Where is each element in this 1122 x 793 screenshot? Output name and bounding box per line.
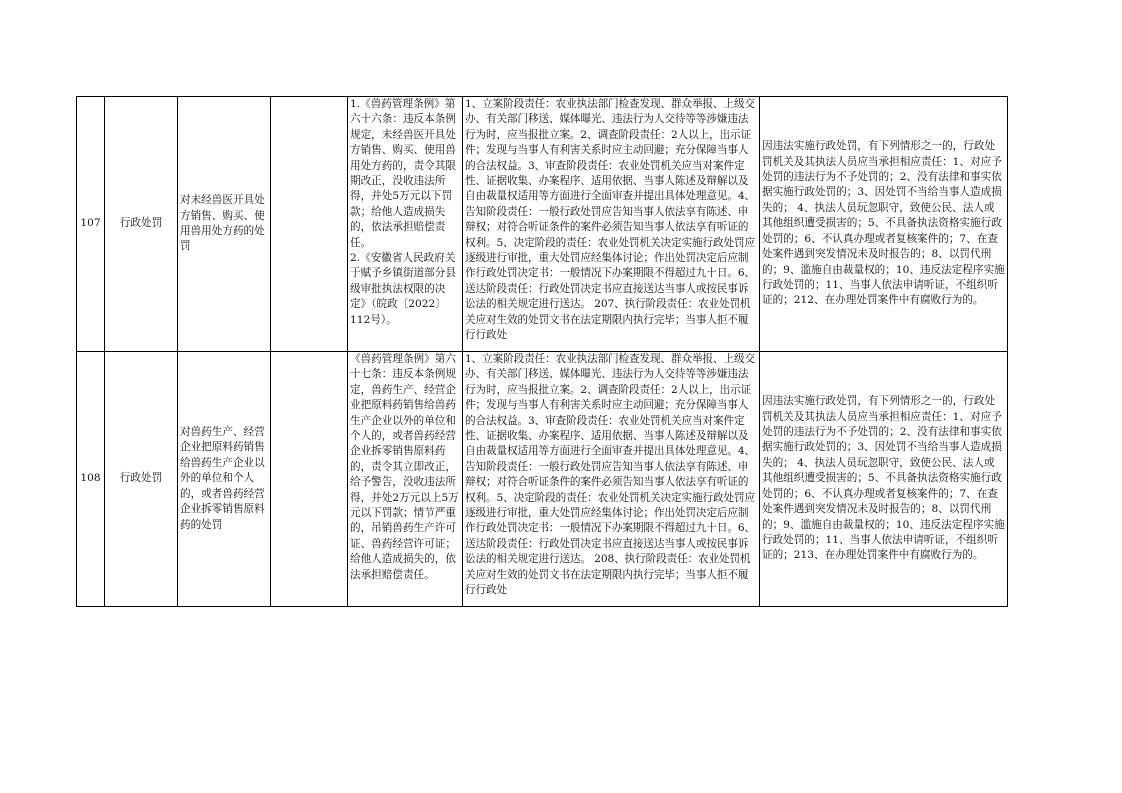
responsibility-text: 1、立案阶段责任：农业执法部门检查发现、群众举报、上级交办、有关部门移送、媒体曝光、违法行为人交待等等涉嫌违法行为时，应当报批立案。2、调查阶段责任：2人以上，出示证件；发现与当事人有利害关系时应主动回避；充分保障当事人的合法权益。3、审查阶段责任：农业处罚机关应当对案件定性、证据收集、办案程序、适用依据、当事人陈述及辩解以及自由裁量权适用等方面进行全面审查并提出具体处理意见。4、告知阶段责任：一般行政处罚应告知当事人依法享有陈述、申辩权；对符合听证条件的案件必须告知当事人依法享有听证的权利。5、决定阶段的责任：农业处罚机关决定实施行政处罚应逐级进行审批，重大处罚应经集体讨论；作出处罚决定后应制作行政处罚决定书：一般情况下办案期限不得超过九十日。6、送达阶段责任：行政处罚决定书应直接送达当事人或按民事诉讼法的相关规定进行送达。 208、执行阶段责任：农业处罚机关应对生效的处罚文书在法定期限内执行完毕；当事人拒不履行行政处 bbox=[465, 353, 755, 597]
responsibility-text: 1、立案阶段责任：农业执法部门检查发现、群众举报、上级交办、有关部门移送、媒体曝光、违法行为人交待等等涉嫌违法行为时，应当报批立案。2、调查阶段责任：2人以上，出示证件；发现与当事人有利害关系时应主动回避；充分保障当事人的合法权益。3、审查阶段责任：农业处罚机关应当对案件定性、证据收集、办案程序、适用依据、当事人陈述及辩解以及自由裁量权适用等方面进行全面审查并提出具体处理意见。4、告知阶段责任：一般行政处罚应告知当事人依法享有陈述、申辩权；对符合听证条件的案件必须告知当事人依法享有听证的权利。5、决定阶段的责任：农业处罚机关决定实施行政处罚应逐级进行审批，重大处罚应经集体讨论；作出处罚决定后应制作行政处罚决定书：一般情况下办案期限不得超过九十日。6、送达阶段责任：行政处罚决定书应直接送达当事人或按民事诉讼法的相关规定进行送达。 207、执行阶段责任：农业处罚机关应对生效的处罚文书在法定期限内执行完毕；当事人拒不履行行政处 bbox=[465, 98, 755, 342]
empty-cell bbox=[271, 352, 348, 607]
legal-basis bbox=[348, 97, 463, 352]
item-number: 107 bbox=[77, 97, 105, 352]
power-list-table bbox=[76, 96, 1008, 607]
power-type: 行政处罚 bbox=[105, 352, 178, 607]
responsibility-items bbox=[463, 352, 760, 607]
power-type: 行政处罚 bbox=[105, 97, 178, 352]
legal-basis-2: 2.《安徽省人民政府关于赋予乡镇街道部分县级审批执法权限的决定》（皖政〔2022〕112号）。 bbox=[350, 252, 456, 326]
accountability: 因违法实施行政处罚，有下列情形之一的，行政处罚机关及其执法人员应当承担相应责任：1、对应予处罚的违法行为不予处罚的；2、没有法律和事实依据实施行政处罚的；3、因处罚不当给当事人造成损失的； 4、执法人员玩忽职守，致使公民、法人或其他组织遭受损害的；5、不具备执法资格实施行政处罚的；6、不认真办理或者复核案件的；7、在查处案件遇到突发情况未及时报告的；8、以罚代刑的；9、滥施自由裁量权的；10、违反法定程序实施行政处罚的；11、当事人依法申请听证，不组织听证的；213、在办理处罚案件中有腐败行为的。 bbox=[760, 352, 1008, 607]
accountability: 因违法实施行政处罚，有下列情形之一的，行政处罚机关及其执法人员应当承担相应责任：1、对应予处罚的违法行为不予处罚的；2、没有法律和事实依据实施行政处罚的；3、因处罚不当给当事人造成损失的； 4、执法人员玩忽职守，致使公民、法人或其他组织遭受损害的；5、不具备执法资格实施行政处罚的；6、不认真办理或者复核案件的；7、在查处案件遇到突发情况未及时报告的；8、以罚代刑的；9、滥施自由裁量权的；10、违反法定程序实施行政处罚的；11、当事人依法申请听证，不组织听证的；212、在办理处罚案件中有腐败行为的。 bbox=[760, 97, 1008, 352]
item-name: 对未经兽医开具处方销售、购买、使用兽用处方药的处罚 bbox=[178, 97, 271, 352]
item-number: 108 bbox=[77, 352, 105, 607]
table-row bbox=[77, 97, 1008, 352]
responsibility-items bbox=[463, 97, 760, 352]
table-row bbox=[77, 352, 1008, 607]
legal-basis bbox=[348, 352, 463, 607]
empty-cell bbox=[271, 97, 348, 352]
legal-basis-1: 1.《兽药管理条例》第六十六条：违反本条例规定，未经兽医开具处方销售、购买、使用兽用处方药的，责令其限期改正，没收违法所得，并处5万元以下罚款；给他人造成损失的，依法承担赔偿责任。 bbox=[350, 98, 456, 249]
legal-basis-1: 《兽药管理条例》第六十七条：违反本条例规定，兽药生产、经营企业把原料药销售给兽药生产企业以外的单位和个人的，或者兽药经营企业拆零销售原料药的，责令其立即改正，给予警告，没收违法所得，并处2万元以上5万元以下罚款；情节严重的，吊销兽药生产许可证、兽药经营许可证；给他人造成损失的，依法承担赔偿责任。 bbox=[350, 353, 459, 581]
item-name: 对兽药生产、经营企业把原料药销售给兽药生产企业以外的单位和个人的，或者兽药经营企业拆零销售原料药的处罚 bbox=[178, 352, 271, 607]
